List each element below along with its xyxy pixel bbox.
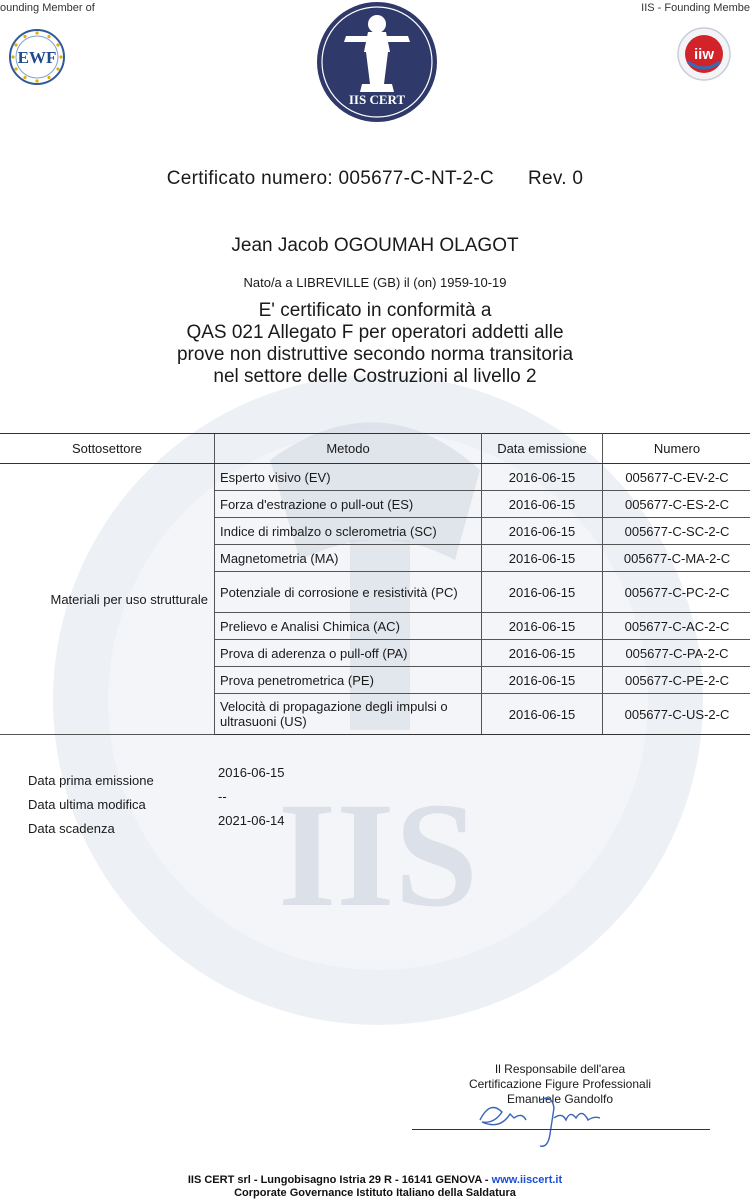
footer-address: IIS CERT srl - Lungobisagno Istria 29 R - 16141 GENOVA - <box>187 1174 492 1186</box>
last-change-value: -- <box>218 789 227 804</box>
iis-cert-logo-text: IIS CERT <box>348 92 406 107</box>
signer-role-line: Certificazione Figure Professionali <box>468 1077 652 1091</box>
footer-address-line <box>0 1174 750 1187</box>
table-row <box>0 464 750 491</box>
watermark-text: IIS <box>277 772 479 938</box>
founding-member-label: ounding Member of <box>0 2 95 14</box>
number-cell: 005677-C-MA-2-C <box>603 545 750 572</box>
signer-role-line: Il Responsabile dell'area <box>494 1062 626 1076</box>
number-cell: 005677-C-PC-2-C <box>603 572 750 613</box>
expiry-value: 2021-06-14 <box>218 813 285 828</box>
first-issue-label: Data prima emissione <box>28 773 154 788</box>
method-cell: Forza d'estrazione o pull-out (ES) <box>215 491 482 518</box>
iis-cert-logo <box>316 0 438 124</box>
method-cell: Prova penetrometrica (PE) <box>215 667 482 694</box>
certificate-number-text: Certificato numero: 005677-C-NT-2-C <box>166 168 494 189</box>
date-cell: 2016-06-15 <box>482 572 603 613</box>
number-cell: 005677-C-US-2-C <box>603 694 750 735</box>
number-cell: 005677-C-AC-2-C <box>603 613 750 640</box>
method-cell: Prelievo e Analisi Chimica (AC) <box>215 613 482 640</box>
footer-governance: Corporate Governance Istituto Italiano della Saldatura <box>234 1187 516 1199</box>
ewf-logo <box>8 28 66 86</box>
iiw-logo-text: iiw <box>693 46 715 63</box>
method-cell: Prova di aderenza o pull-off (PA) <box>215 640 482 667</box>
header-number: Numero <box>603 434 750 464</box>
ewf-logo-text: EWF <box>17 48 57 67</box>
footer-website-link[interactable]: www.iiscert.it <box>491 1174 563 1186</box>
number-cell: 005677-C-EV-2-C <box>603 464 750 491</box>
holder-name: Jean Jacob OGOUMAH OLAGOT <box>231 235 519 256</box>
statement-line: E' certificato in conformità a <box>258 300 492 321</box>
method-cell: Potenziale di corrosione e resistività (PC) <box>215 572 482 613</box>
header-method: Metodo <box>215 434 482 464</box>
first-issue-row <box>28 765 358 797</box>
last-change-label: Data ultima modifica <box>28 797 146 812</box>
footer <box>0 1174 750 1200</box>
certification-table <box>0 433 750 735</box>
subsector-cell: Materiali per uso strutturale <box>0 464 215 735</box>
iiw-logo <box>676 26 732 82</box>
date-cell: 2016-06-15 <box>482 667 603 694</box>
date-cell: 2016-06-15 <box>482 640 603 667</box>
dates-section <box>28 765 358 845</box>
method-cell: Magnetometria (MA) <box>215 545 482 572</box>
number-cell: 005677-C-PA-2-C <box>603 640 750 667</box>
statement-line: QAS 021 Allegato F per operatori addetti alle <box>186 322 564 343</box>
signer-name: Emanuele Gandolfo <box>506 1092 614 1106</box>
statement-line: prove non distruttive secondo norma transitoria <box>176 344 574 365</box>
method-cell: Velocità di propagazione degli impulsi o ultrasuoni (US) <box>215 694 482 735</box>
date-cell: 2016-06-15 <box>482 613 603 640</box>
signature-line <box>412 1129 710 1130</box>
birth-info: Nato/a a LIBREVILLE (GB) il (on) 1959-10-19 <box>243 275 507 290</box>
iis-founding-member-label: IIS - Founding Membe <box>641 2 750 14</box>
statement-line: nel settore delle Costruzioni al livello 2 <box>213 366 537 387</box>
expiry-label: Data scadenza <box>28 821 115 836</box>
expiry-row <box>28 813 358 845</box>
method-cell: Esperto visivo (EV) <box>215 464 482 491</box>
number-cell: 005677-C-SC-2-C <box>603 518 750 545</box>
table-header-row <box>0 434 750 464</box>
header-subsector: Sottosettore <box>0 434 215 464</box>
last-change-row <box>28 789 358 821</box>
date-cell: 2016-06-15 <box>482 491 603 518</box>
date-cell: 2016-06-15 <box>482 464 603 491</box>
certificate-number <box>0 168 750 190</box>
header-issue-date: Data emissione <box>482 434 603 464</box>
date-cell: 2016-06-15 <box>482 694 603 735</box>
first-issue-value: 2016-06-15 <box>218 765 285 780</box>
revision-number: Rev. 0 <box>527 168 584 189</box>
number-cell: 005677-C-PE-2-C <box>603 667 750 694</box>
handwritten-signature <box>470 1090 620 1154</box>
method-cell: Indice di rimbalzo o sclerometria (SC) <box>215 518 482 545</box>
number-cell: 005677-C-ES-2-C <box>603 491 750 518</box>
date-cell: 2016-06-15 <box>482 518 603 545</box>
certification-statement <box>0 300 750 388</box>
date-cell: 2016-06-15 <box>482 545 603 572</box>
